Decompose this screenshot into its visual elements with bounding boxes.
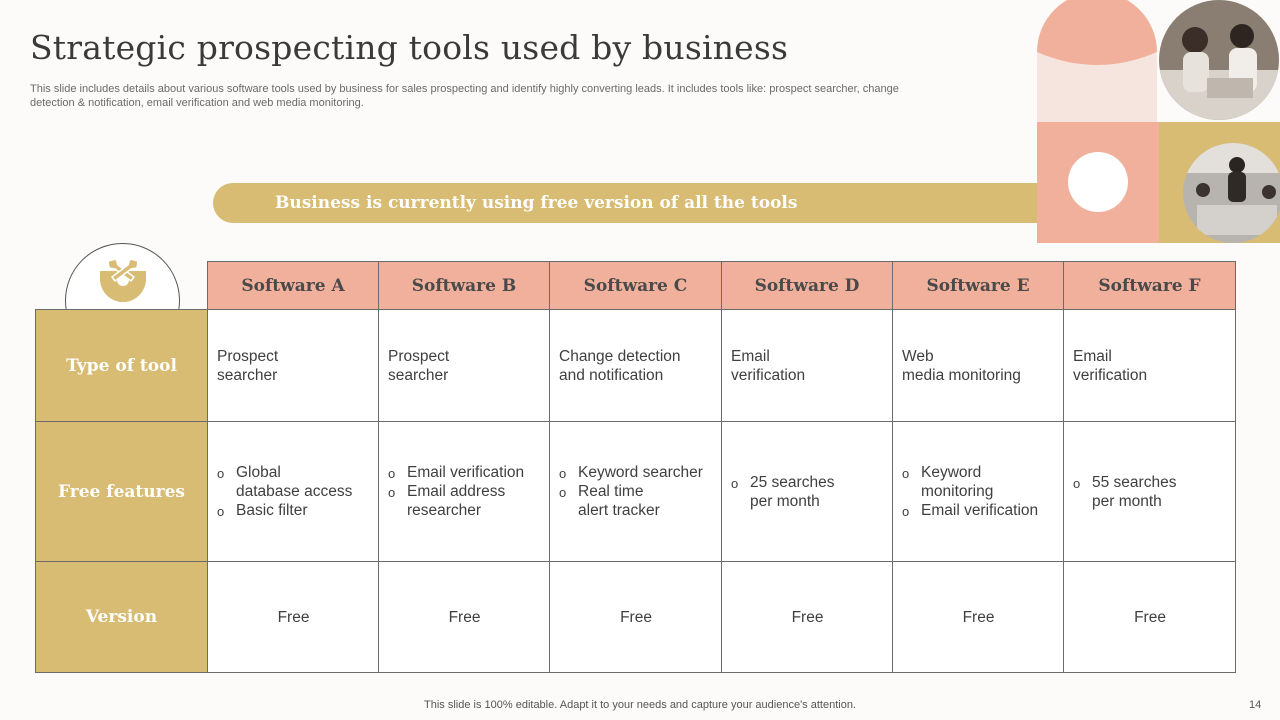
list-item: o 25 searches per month [731,473,884,511]
type-cell [893,310,1064,422]
decorative-photo-collage [1037,0,1280,243]
list-item: o Global database access [217,463,370,501]
type-text: Email verification [1073,347,1148,384]
list-item: o Email address researcher [388,482,541,520]
row-header-version: Version [36,562,208,673]
features-cell [379,422,550,562]
column-header-software-b: Software B [379,262,550,310]
column-header-software-d: Software D [722,262,893,310]
row-header-free-features: Free features [36,422,208,562]
table-header-row [36,262,1236,310]
feature-list [217,463,370,520]
banner-text: Business is currently using free version of all the tools [275,193,798,213]
list-item: o 55 searches per month [1073,473,1227,511]
column-header-software-e: Software E [893,262,1064,310]
type-cell [379,310,550,422]
type-text: Prospect searcher [217,347,279,384]
features-cell [722,422,893,562]
feature-list [731,473,884,511]
column-header-software-c: Software C [550,262,722,310]
version-cell: Free [208,562,379,673]
page-title: Strategic prospecting tools used by business [30,28,789,67]
version-cell: Free [893,562,1064,673]
table-row-type-of-tool [36,310,1236,422]
list-item: o Email verification [902,501,1055,520]
tools-comparison-table [35,261,1236,673]
footer-note: This slide is 100% editable. Adapt it to your needs and capture your audience's attention. [424,699,856,711]
type-text: Web media monitoring [902,347,1021,384]
column-header-software-a: Software A [208,262,379,310]
info-banner [213,183,1048,223]
feature-list [1073,473,1227,511]
type-text: Email verification [731,347,806,384]
list-item: o Basic filter [217,501,370,520]
type-text: Prospect searcher [388,347,450,384]
type-cell [550,310,722,422]
list-item: o Real time alert tracker [559,482,713,520]
features-cell [208,422,379,562]
version-cell: Free [550,562,722,673]
business-team-photo [1159,0,1280,121]
features-cell [550,422,722,562]
type-text: Change detection and notification [559,347,681,384]
white-circle [1068,152,1128,212]
version-cell: Free [1064,562,1236,673]
column-header-software-f: Software F [1064,262,1236,310]
type-cell [208,310,379,422]
list-item: o Keyword searcher [559,463,713,482]
table-row-free-features [36,422,1236,562]
business-meeting-photo [1183,143,1280,243]
row-header-type-of-tool: Type of tool [36,310,208,422]
pink-arch-shape [1037,0,1157,122]
feature-list [559,463,713,520]
version-cell: Free [722,562,893,673]
list-item: o Keyword monitoring [902,463,1055,501]
features-cell [1064,422,1236,562]
version-cell: Free [379,562,550,673]
table-row-version [36,562,1236,673]
table-corner [36,262,208,310]
page-subtitle: This slide includes details about various software tools used by business for sales prospecting and identify highly converting leads. It includes tools like: prospect searcher, change detection & notification, email verification and web media monitoring. [30,83,899,109]
type-cell [722,310,893,422]
features-cell [893,422,1064,562]
list-item: o Email verification [388,463,541,482]
page-number: 14 [1249,699,1262,711]
feature-list [902,463,1055,520]
type-cell [1064,310,1236,422]
feature-list [388,463,541,520]
